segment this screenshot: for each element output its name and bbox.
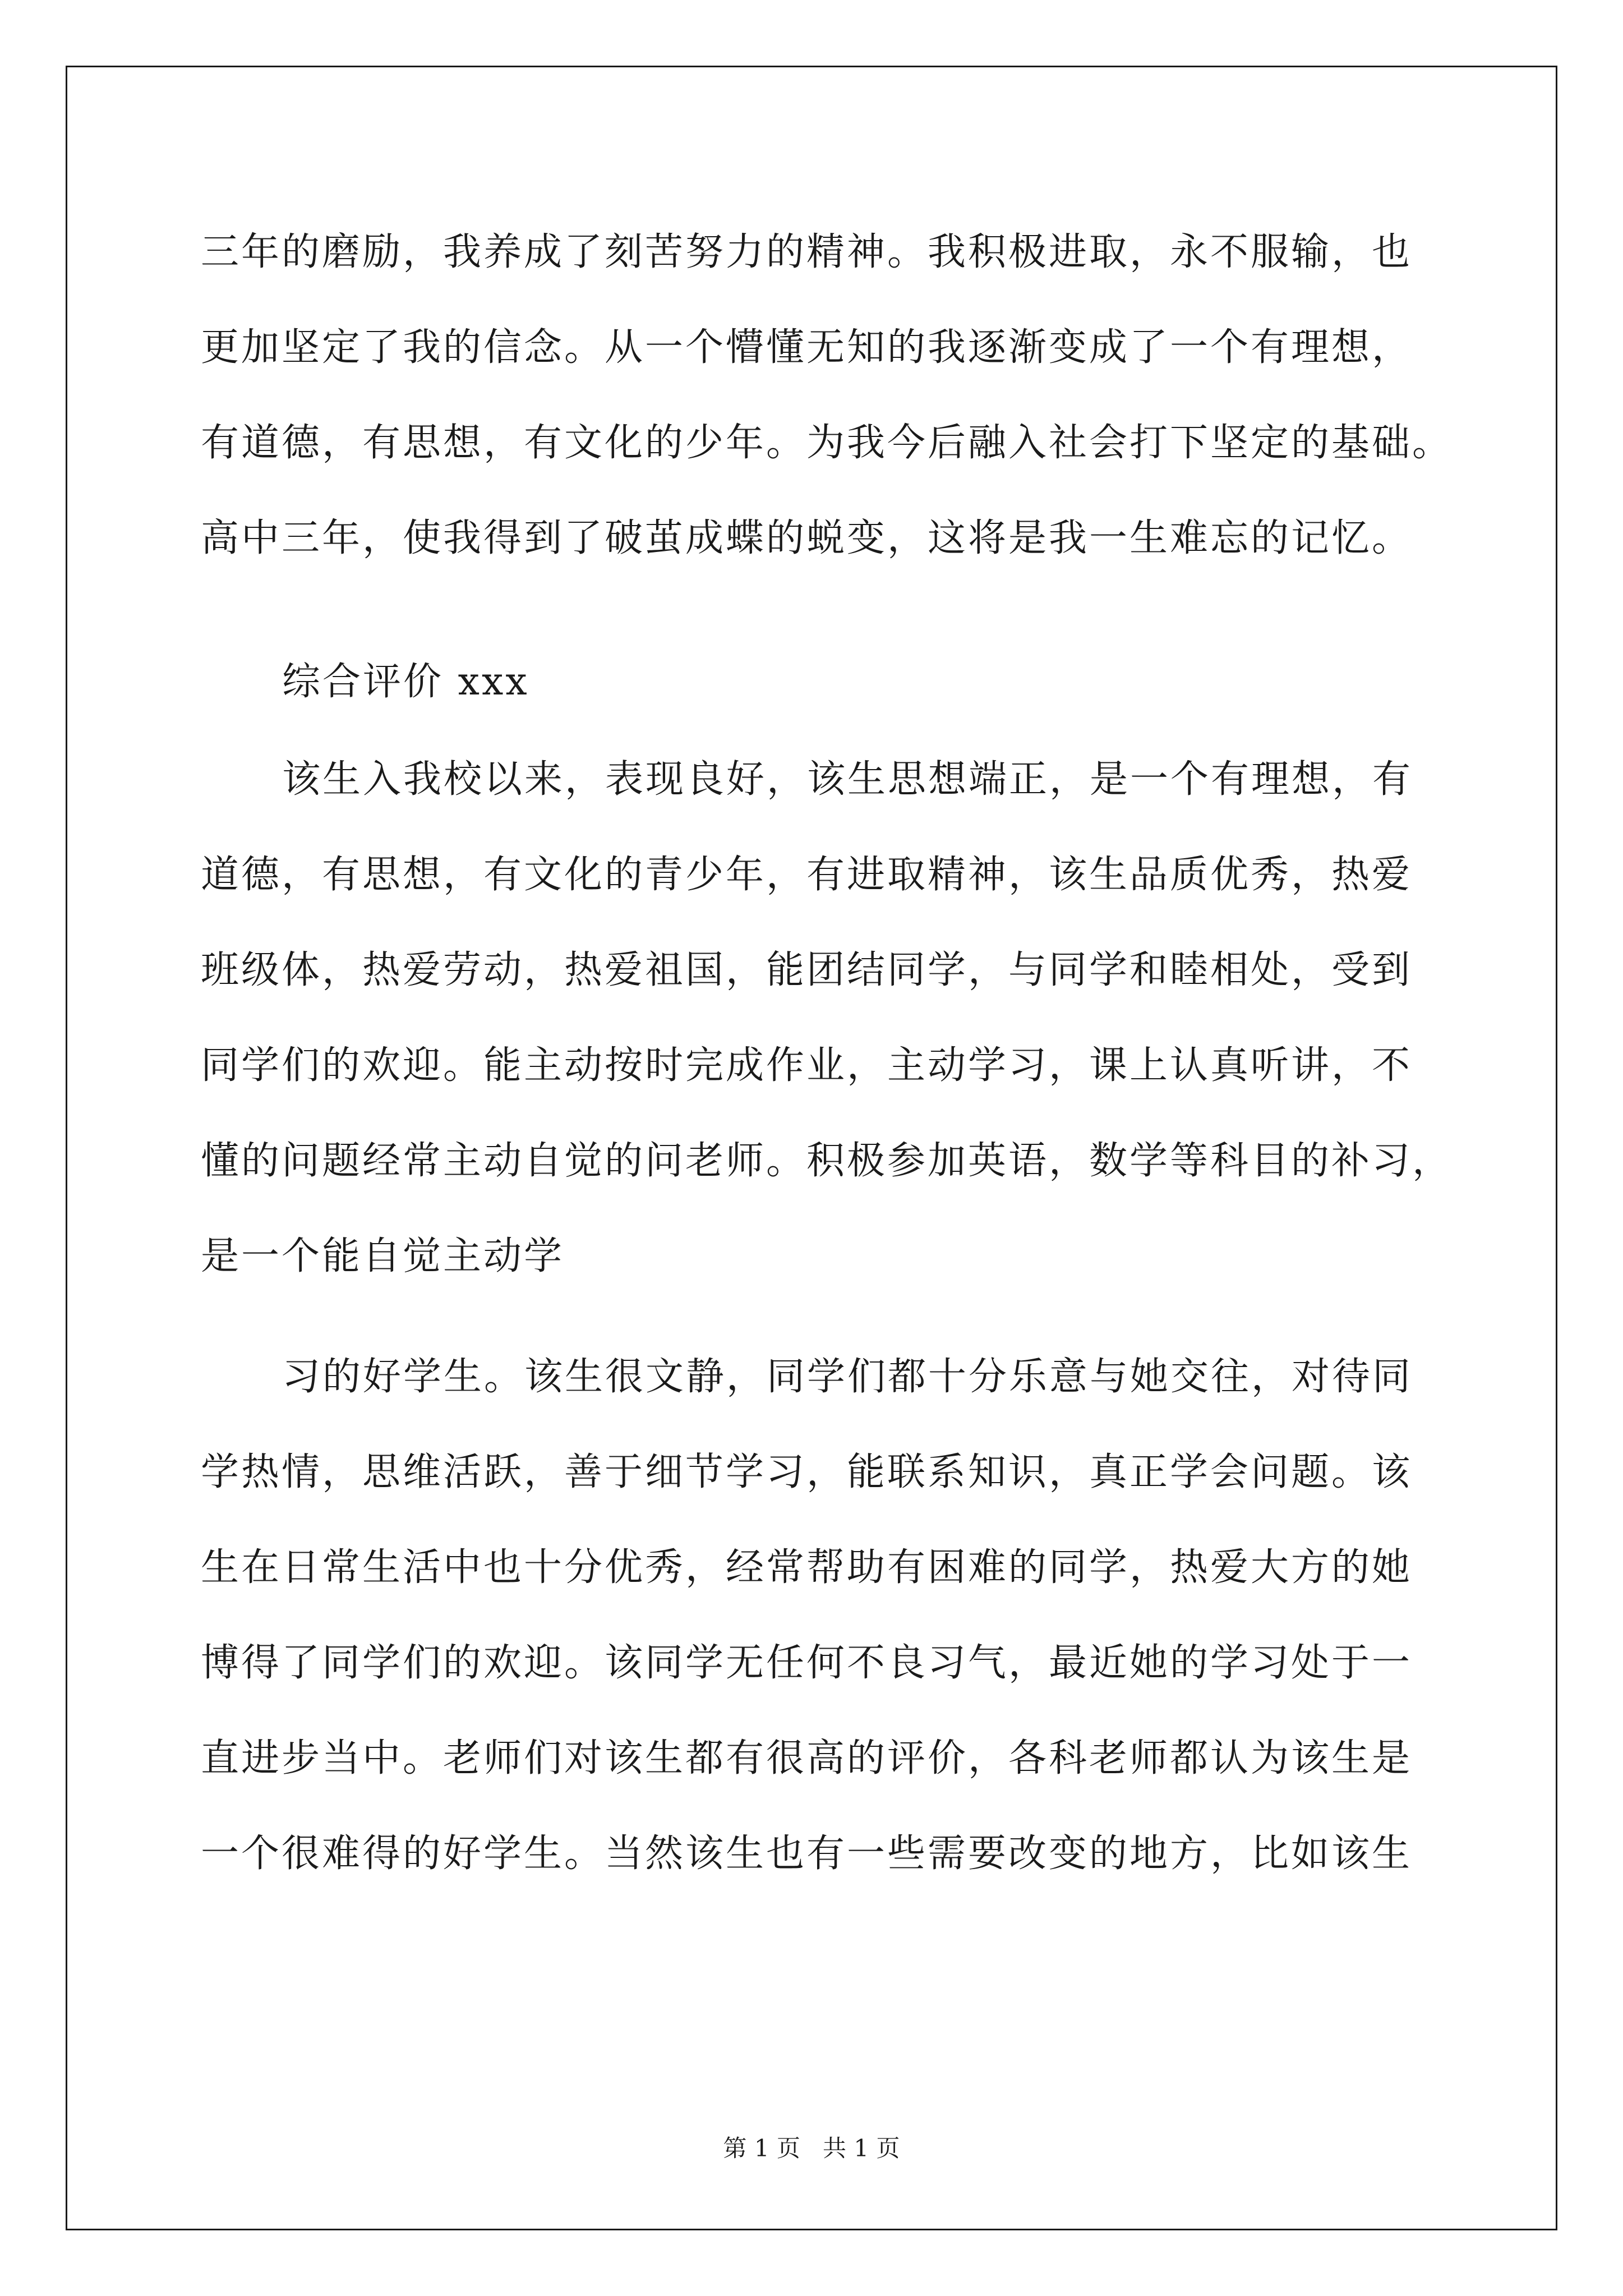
- paragraph-line: 生在日常生活中也十分优秀，经常帮助有困难的同学，热爱大方的她: [201, 1545, 1413, 1590]
- paragraph-line: 是一个能自觉主动学: [201, 1234, 565, 1278]
- section-heading: 综合评价 xxx: [282, 660, 529, 704]
- paragraph-line: 同学们的欢迎。能主动按时完成作业，主动学习，课上认真听讲，不: [201, 1043, 1413, 1088]
- paragraph-line: 该生入我校以来，表现良好，该生思想端正，是一个有理想，有: [282, 757, 1413, 802]
- paragraph-line: 更加坚定了我的信念。从一个懵懂无知的我逐渐变成了一个有理想，: [201, 325, 1413, 370]
- paragraph-line: 直进步当中。老师们对该生都有很高的评价，各科老师都认为该生是: [201, 1736, 1413, 1780]
- paragraph-line: 懂的问题经常主动自觉的问老师。积极参加英语，数学等科目的补习，: [201, 1139, 1453, 1183]
- paragraph-line: 班级体，热爱劳动，热爱祖国，能团结同学，与同学和睦相处，受到: [201, 948, 1413, 992]
- paragraph-line: 道德，有思想，有文化的青少年，有进取精神，该生品质优秀，热爱: [201, 853, 1413, 897]
- paragraph-line: 博得了同学们的欢迎。该同学无任何不良习气，最近她的学习处于一: [201, 1641, 1413, 1685]
- page-footer: 第 1 页 共 1 页: [723, 2134, 900, 2162]
- paragraph-line: 学热情，思维活跃，善于细节学习，能联系知识，真正学会问题。该: [201, 1450, 1413, 1494]
- paragraph-line: 一个很难得的好学生。当然该生也有一些需要改变的地方，比如该生: [201, 1832, 1413, 1876]
- paragraph-line: 有道德，有思想，有文化的少年。为我今后融入社会打下坚定的基础。: [201, 421, 1453, 465]
- paragraph-line: 习的好学生。该生很文静，同学们都十分乐意与她交往，对待同: [282, 1355, 1413, 1399]
- paragraph-line: 高中三年，使我得到了破茧成蝶的蜕变，这将是我一生难忘的记忆。: [201, 516, 1413, 560]
- paragraph-line: 三年的磨励，我养成了刻苦努力的精神。我积极进取，永不服输，也: [201, 230, 1413, 274]
